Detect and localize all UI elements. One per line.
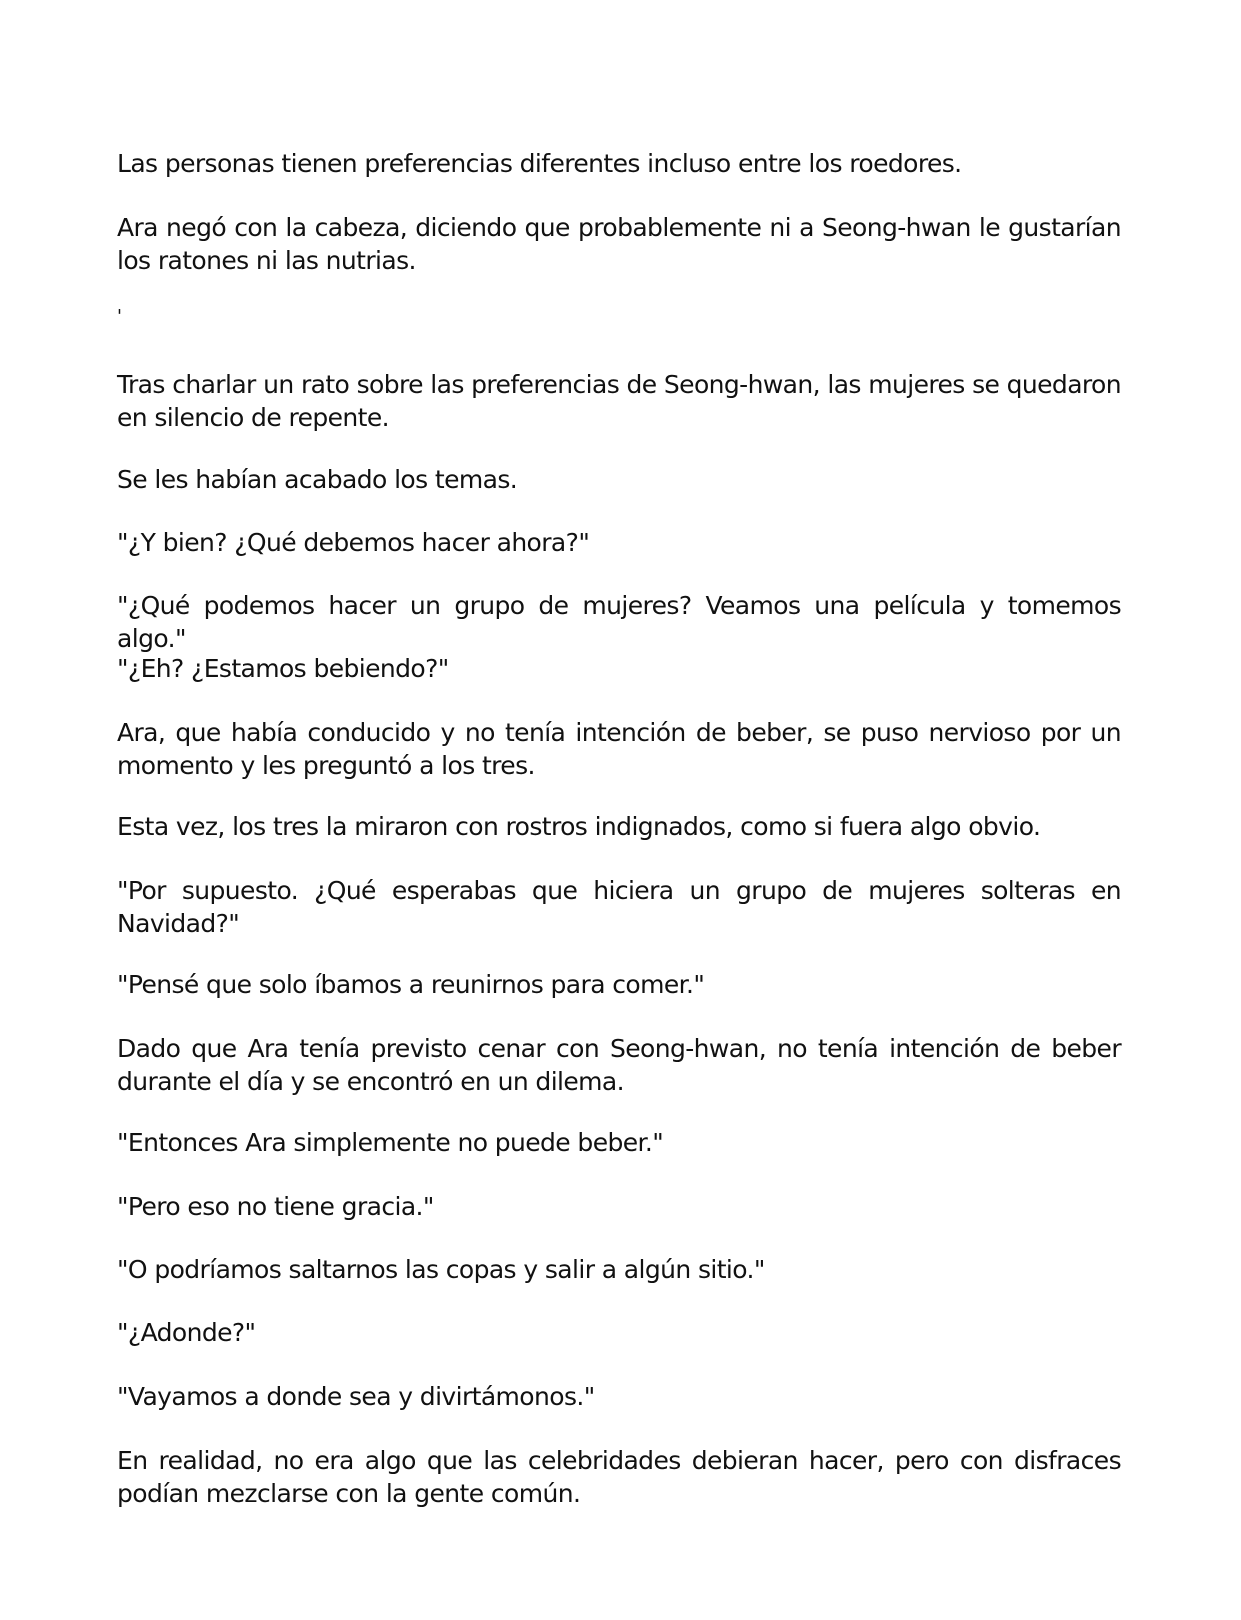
paragraph: "O podríamos saltarnos las copas y salir a algún sitio."	[117, 1255, 765, 1284]
paragraph: Las personas tienen preferencias diferentes incluso entre los roedores.	[117, 149, 962, 178]
paragraph: "Pensé que solo íbamos a reunirnos para comer."	[117, 970, 705, 999]
paragraph: "¿Y bien? ¿Qué debemos hacer ahora?"	[117, 528, 590, 557]
stray-mark: '	[117, 306, 122, 327]
paragraph: "¿Adonde?"	[117, 1318, 256, 1347]
paragraph: Ara negó con la cabeza, diciendo que probablemente ni a Seong-hwan le gustarían los ratones ni las nutrias.	[117, 213, 1121, 275]
paragraph: Tras charlar un rato sobre las preferencias de Seong-hwan, las mujeres se quedaron en silencio de repente.	[117, 370, 1121, 432]
paragraph: "Pero eso no tiene gracia."	[117, 1192, 434, 1221]
paragraph: Esta vez, los tres la miraron con rostros indignados, como si fuera algo obvio.	[117, 812, 1041, 841]
paragraph: "¿Qué podemos hacer un grupo de mujeres? Veamos una película y tomemos algo."	[117, 591, 1121, 653]
paragraph: "Por supuesto. ¿Qué esperabas que hiciera un grupo de mujeres solteras en Navidad?"	[117, 876, 1121, 938]
paragraph: "¿Eh? ¿Estamos bebiendo?"	[117, 654, 449, 683]
paragraph: Ara, que había conducido y no tenía intención de beber, se puso nervioso por un momento y les preguntó a los tres.	[117, 718, 1121, 780]
paragraph: "Entonces Ara simplemente no puede beber."	[117, 1128, 664, 1157]
paragraph: "Vayamos a donde sea y divirtámonos."	[117, 1382, 595, 1411]
paragraph: Dado que Ara tenía previsto cenar con Seong-hwan, no tenía intención de beber durante el día y se encontró en un dilema.	[117, 1034, 1121, 1096]
paragraph: En realidad, no era algo que las celebridades debieran hacer, pero con disfraces podían mezclarse con la gente común.	[117, 1446, 1121, 1508]
paragraph: Se les habían acabado los temas.	[117, 465, 518, 494]
